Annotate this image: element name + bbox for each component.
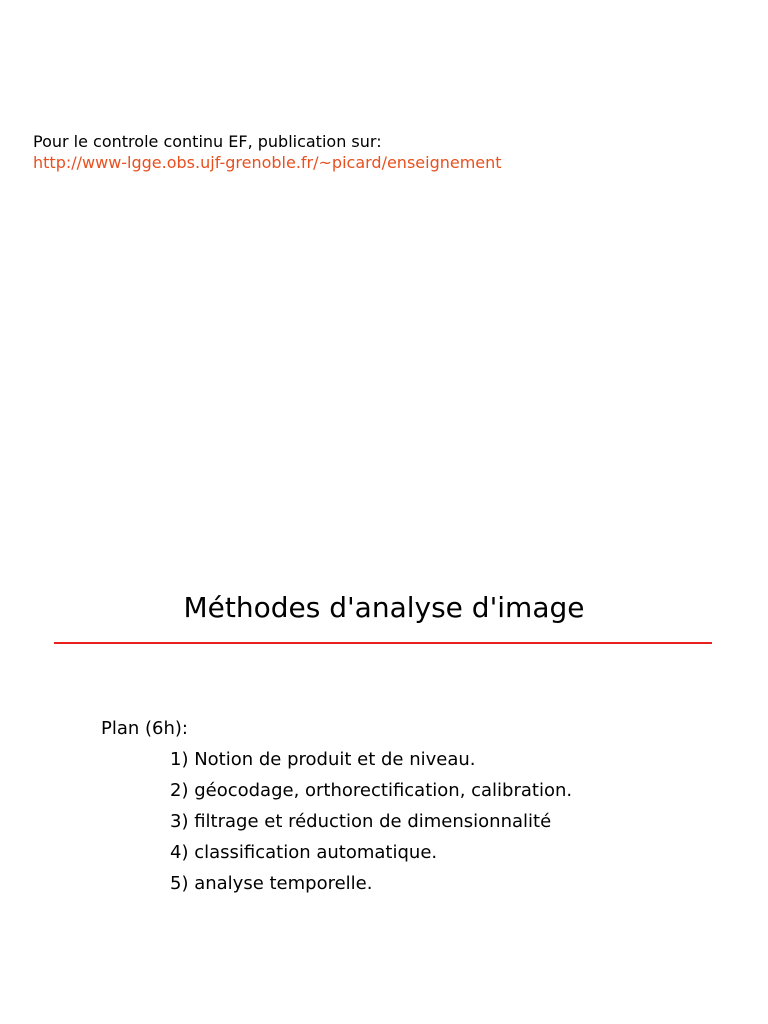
course-plan [101,713,572,899]
publication-notice [33,131,502,173]
plan-item: 5) analyse temporelle. [170,873,373,894]
title-divider [54,642,712,644]
notice-text: Pour le controle continu EF, publication sur: [33,132,382,151]
plan-item: 1) Notion de produit et de niveau. [170,749,476,770]
publication-link[interactable]: http://www-lgge.obs.ujf-grenoble.fr/~picard/enseignement [33,153,502,172]
plan-item: 2) géocodage, orthorectification, calibration. [170,780,573,801]
plan-heading: Plan (6h): [101,718,188,739]
plan-item: 4) classification automatique. [170,842,438,863]
plan-list [101,744,572,899]
page-title: Méthodes d'analyse d'image [183,591,585,624]
plan-item: 3) filtrage et réduction de dimensionnalité [170,811,552,832]
